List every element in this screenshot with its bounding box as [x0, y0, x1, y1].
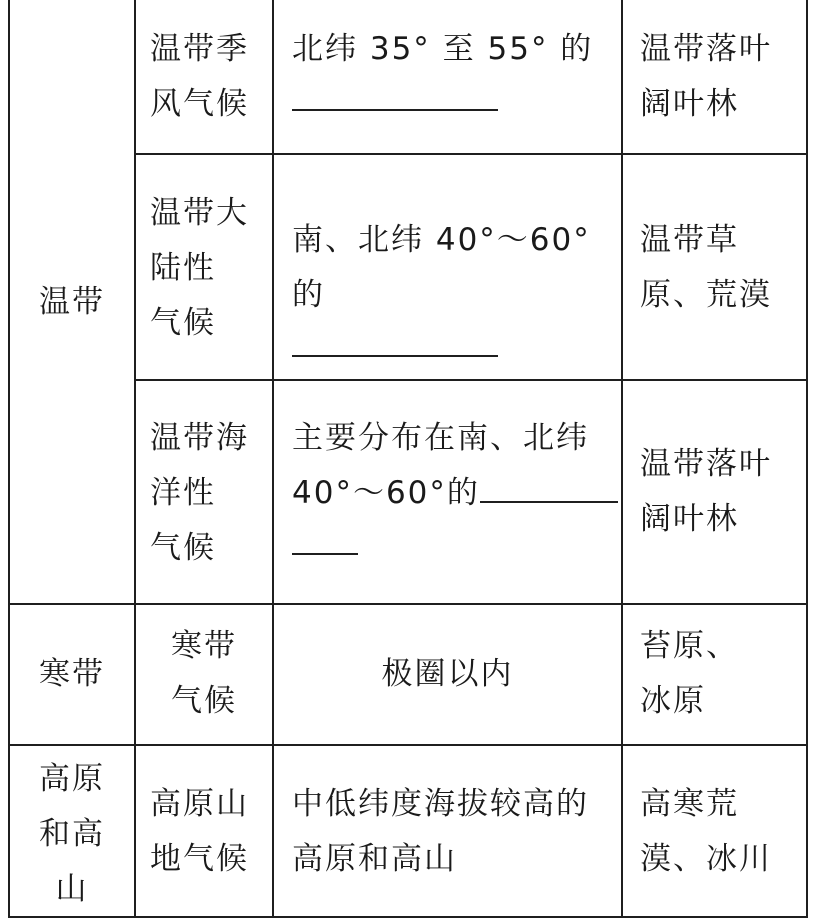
vegetation-cell [640, 437, 806, 547]
vegetation-line: 冰原 [640, 683, 706, 719]
distribution-text: 极圈以内 [381, 656, 514, 692]
zone-label-line: 和高 [39, 816, 105, 852]
distribution-text: 主要分布在南、北纬 [292, 420, 589, 456]
climate-type-line: 气候 [171, 683, 237, 719]
distribution-cell [292, 22, 612, 111]
climate-type-line: 温带大 [150, 195, 249, 231]
row-divider-2 [134, 379, 808, 381]
vegetation-line: 温带落叶 [640, 31, 772, 67]
climate-type-cell [150, 22, 272, 132]
distribution-text: 40°～60°的 [292, 475, 480, 511]
vegetation-line: 原、荒漠 [640, 277, 772, 313]
row-divider-3 [8, 603, 808, 605]
distribution-cell [292, 411, 617, 555]
climate-type-line: 风气候 [150, 86, 249, 122]
vegetation-line: 高寒荒 [640, 786, 739, 822]
climate-type-cell [150, 186, 272, 351]
climate-type-line: 温带季 [150, 31, 249, 67]
zone-highland [10, 752, 134, 917]
distribution-cell [274, 647, 621, 702]
distribution-text: 中低纬度海拔较高的 [292, 786, 589, 822]
climate-type-cell [150, 411, 272, 576]
row-divider-4 [8, 744, 808, 746]
vegetation-cell [640, 777, 806, 887]
table-border-right [806, 0, 808, 918]
climate-type-line: 陆性 [150, 250, 216, 286]
fill-in-blank[interactable] [480, 471, 618, 503]
distribution-text: 北纬 35° 至 55° 的 [292, 31, 594, 67]
column-divider-3 [621, 0, 623, 918]
vegetation-cell [640, 619, 806, 729]
fill-in-blank[interactable] [292, 77, 498, 111]
row-divider-1 [134, 153, 808, 155]
column-divider-1 [134, 0, 136, 918]
vegetation-line: 苔原、 [640, 628, 739, 664]
climate-type-line: 温带海 [150, 420, 249, 456]
climate-type-line: 气候 [150, 305, 216, 341]
fill-in-blank[interactable] [292, 323, 498, 357]
climate-type-line: 气候 [150, 530, 216, 566]
distribution-cell [292, 213, 612, 357]
vegetation-cell [640, 22, 806, 132]
climate-type-line: 高原山 [150, 786, 249, 822]
column-divider-2 [272, 0, 274, 918]
vegetation-line: 漠、冰川 [640, 841, 772, 877]
vegetation-line: 温带草 [640, 222, 739, 258]
zone-label-line: 高原 [39, 761, 105, 797]
vegetation-line: 阔叶林 [640, 501, 739, 537]
fill-in-blank-continued[interactable] [292, 521, 358, 555]
vegetation-line: 温带落叶 [640, 446, 772, 482]
climate-type-cell [136, 619, 272, 729]
zone-label: 温带 [39, 284, 105, 320]
zone-label-line: 山 [55, 871, 89, 907]
climate-type-cell [150, 777, 272, 887]
vegetation-cell [640, 213, 806, 323]
distribution-cell [292, 777, 617, 887]
climate-type-line: 寒带 [171, 628, 237, 664]
distribution-text: 南、北纬 40°～60° 的 [292, 222, 591, 313]
vegetation-line: 阔叶林 [640, 86, 739, 122]
climate-type-line: 洋性 [150, 475, 216, 511]
zone-label: 寒带 [39, 656, 105, 692]
zone-frigid [10, 647, 134, 702]
zone-temperate [10, 275, 134, 330]
climate-type-line: 地气候 [150, 841, 249, 877]
distribution-text: 高原和高山 [292, 841, 457, 877]
